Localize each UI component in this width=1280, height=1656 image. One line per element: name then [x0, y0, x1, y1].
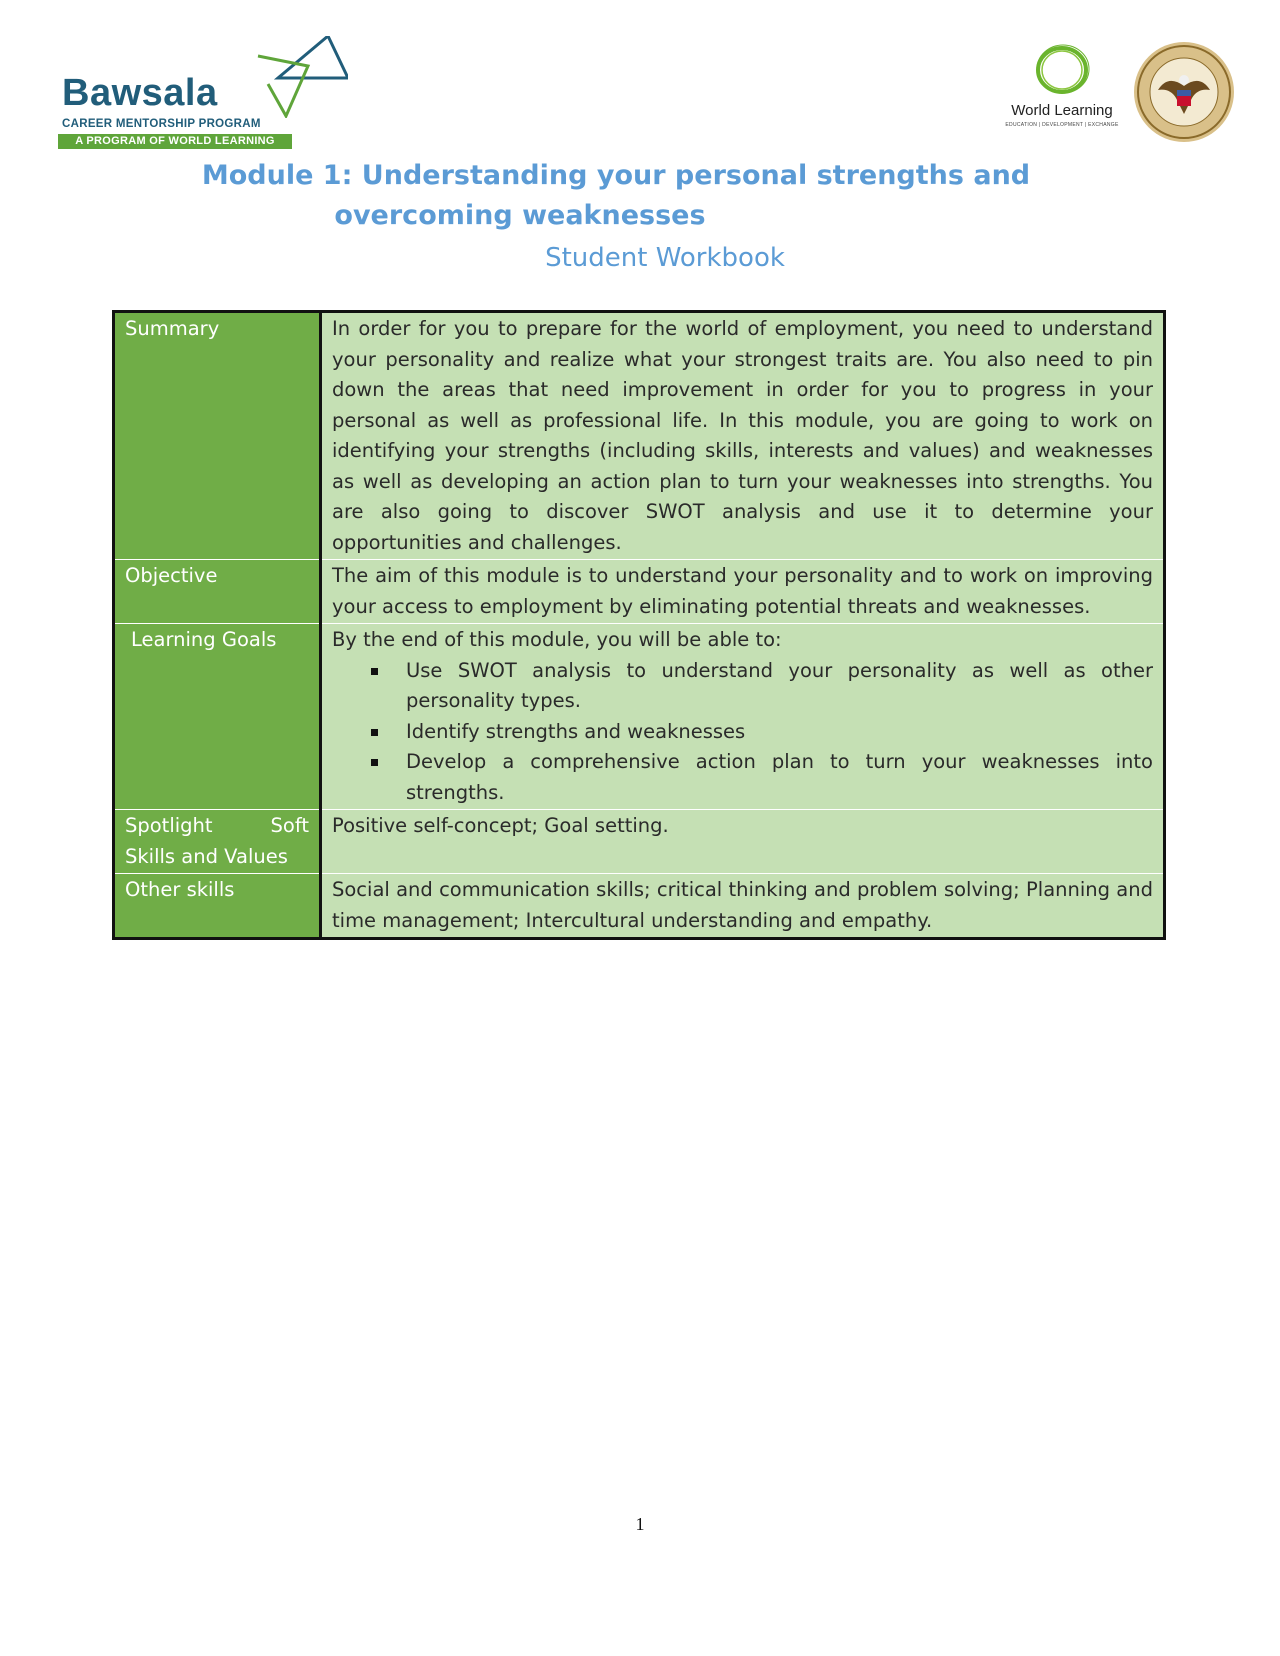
us-department-of-state-seal-icon [1132, 40, 1236, 144]
world-learning-tagline: EDUCATION | DEVELOPMENT | EXCHANGE [1005, 122, 1119, 128]
spotlight-label-line-2: Skills and Values [125, 844, 288, 868]
spotlight-label-word-1: Spotlight [125, 814, 213, 837]
bawsala-band: A PROGRAM OF WORLD LEARNING [58, 134, 292, 149]
module-overview-table [112, 310, 1166, 940]
spotlight-label-word-2: Soft [270, 814, 309, 837]
page-number: 1 [635, 1514, 645, 1534]
summary-label: Summary [114, 312, 321, 560]
other-skills-text: Social and communication skills; critical thinking and problem solving; Planning and time management; Intercultural understanding and empathy. [321, 874, 1165, 939]
summary-text: In order for you to prepare for the world of employment, you need to understand your personality and realize what your strongest traits are. You also need to pin down the areas that need improvement in order for you to progress in your personal as well as professional life. In this module, you are going to work on identifying your strengths (including skills, interests and values) and weaknesses as well as developing an action plan to turn your weaknesses into strengths. You are also going to discover SWOT analysis and use it to determine your opportunities and challenges. [321, 312, 1165, 560]
world-learning-ring-icon [1032, 42, 1092, 98]
learning-goals-content [321, 624, 1165, 810]
bawsala-logo [58, 36, 298, 148]
world-learning-logo [1000, 42, 1124, 132]
workbook-subtitle: Student Workbook [545, 243, 785, 273]
module-title-line-2: overcoming weaknesses [334, 200, 706, 231]
spotlight-label-line-1 [125, 811, 309, 842]
table-row-other-skills [114, 874, 1165, 939]
table-row-spotlight [114, 810, 1165, 874]
spotlight-label [114, 810, 321, 874]
learning-goals-label [114, 624, 321, 810]
table-row-summary [114, 312, 1165, 560]
other-skills-label: Other skills [114, 874, 321, 939]
world-learning-name: World Learning [1011, 102, 1113, 119]
spotlight-text: Positive self-concept; Goal setting. [321, 810, 1165, 874]
table-row-objective [114, 560, 1165, 624]
objective-label: Objective [114, 560, 321, 624]
learning-goals-intro: By the end of this module, you will be able to: [332, 628, 782, 651]
module-title-line-1: Module 1: Understanding your personal strengths and [201, 160, 1031, 191]
table-row-learning-goals [114, 624, 1165, 810]
objective-text: The aim of this module is to understand your personality and to work on improving your access to employment by eliminating potential threats and weaknesses. [321, 560, 1165, 624]
list-item: Develop a comprehensive action plan to turn your weaknesses into strengths. [406, 747, 1153, 808]
learning-goals-list [332, 656, 1153, 809]
list-item: Identify strengths and weaknesses [406, 717, 1153, 748]
learning-goals-label-text: Learning Goals [131, 628, 277, 651]
bawsala-brand-name: Bawsala [62, 72, 218, 114]
bawsala-subtitle: CAREER MENTORSHIP PROGRAM [62, 118, 261, 130]
bawsala-compass-icon [208, 36, 348, 118]
list-item: Use SWOT analysis to understand your personality as well as other personality types. [406, 656, 1153, 717]
